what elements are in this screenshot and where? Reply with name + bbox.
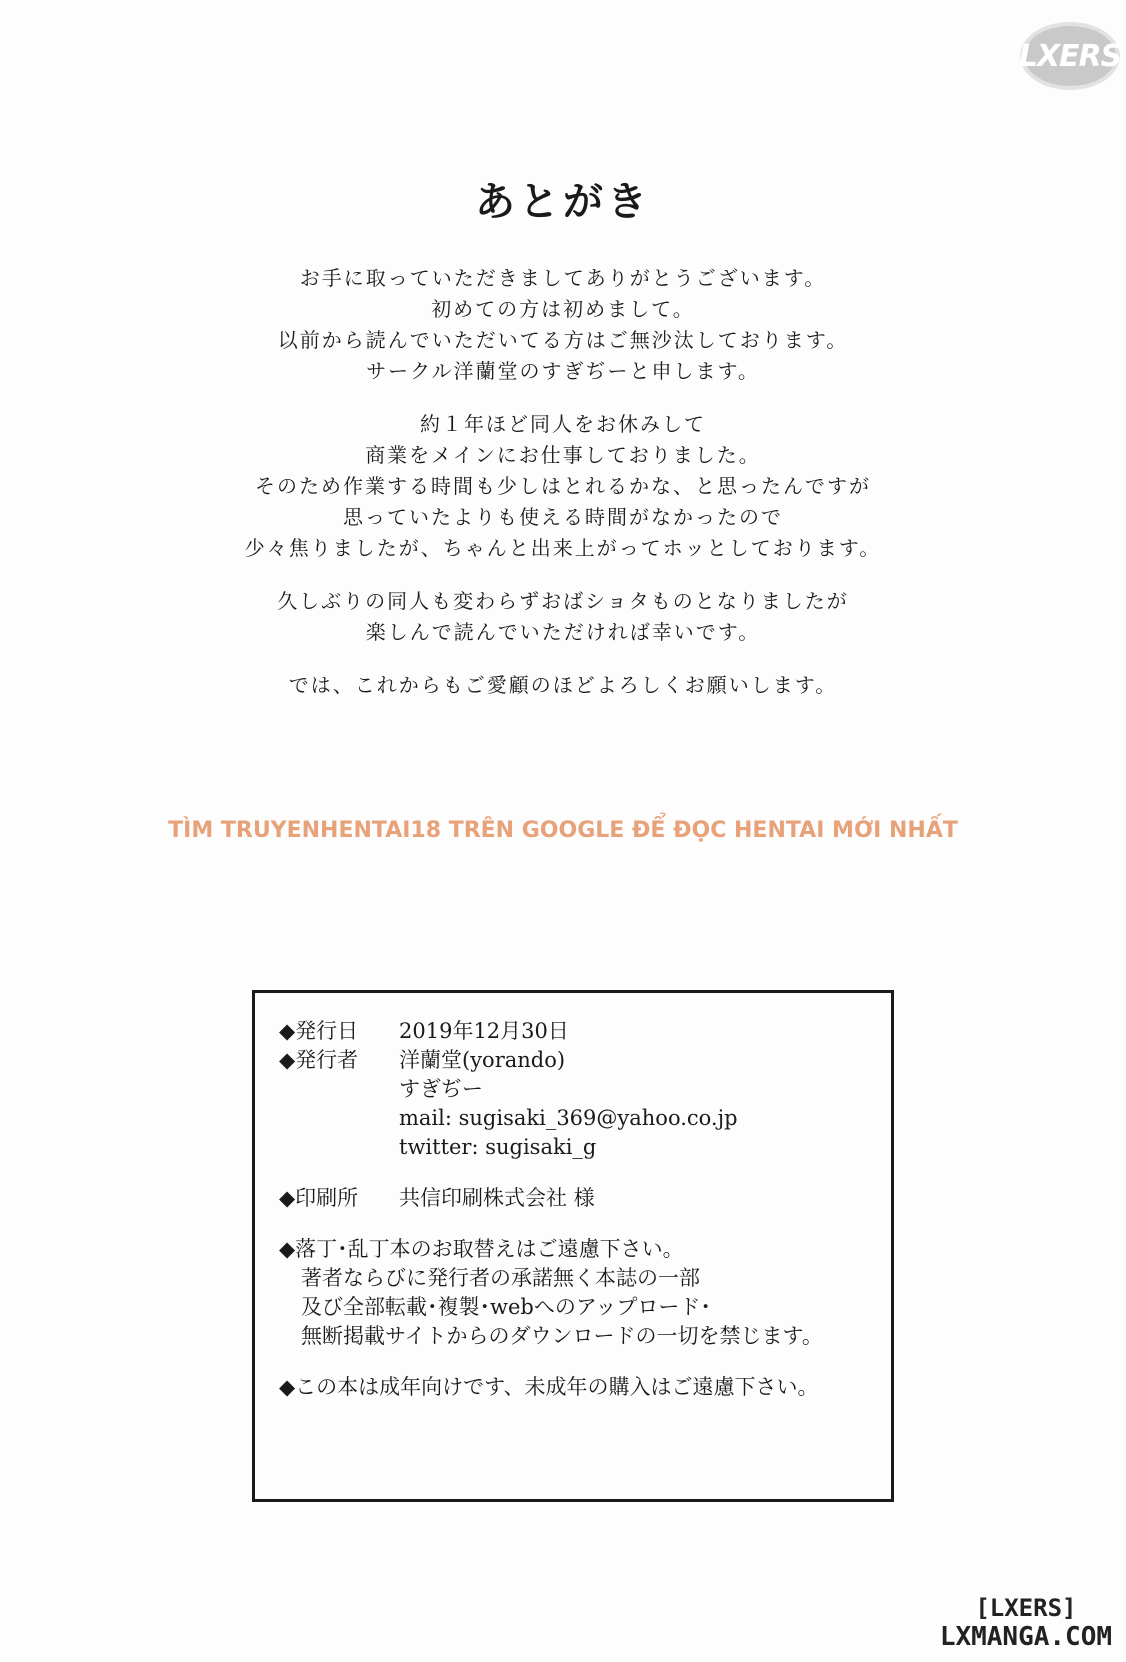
afterword-line: 思っていたよりも使える時間がなかったので [343, 505, 783, 529]
afterword-line: 久しぶりの同人も変わらずおばショタものとなりましたが [277, 589, 849, 613]
author-name: すぎぢー [399, 1077, 483, 1101]
afterword-line: 約１年ほど同人をお休みして [420, 412, 706, 436]
afterword-line: そのため作業する時間も少しはとれるかな、と思ったんですが [255, 474, 871, 498]
footer-watermark [940, 1594, 1112, 1652]
afterword-paragraph [0, 586, 1126, 648]
publisher-label: ◆発行者 [279, 1048, 359, 1072]
publisher-row [279, 1046, 891, 1075]
publish-date-row [279, 1017, 891, 1046]
colophon-box [252, 990, 894, 1502]
printer-value: 共信印刷株式会社 様 [399, 1186, 595, 1210]
lxers-logo-text: LXERS [1018, 38, 1122, 74]
printer-label: ◆印刷所 [279, 1186, 359, 1210]
adult-notice: ◆この本は成年向けです、未成年の購入はご遠慮下さい。 [279, 1375, 819, 1399]
afterword-line: 初めての方は初めまして。 [431, 297, 695, 321]
afterword-paragraph [0, 670, 1126, 701]
afterword-line: では、これからもご愛顧のほどよろしくお願いします。 [288, 673, 838, 697]
notice-line: ◆落丁･乱丁本のお取替えはご遠慮下さい。 [279, 1237, 684, 1261]
notice-line: 無断掲載サイトからのダウンロードの一切を禁じます。 [301, 1324, 823, 1348]
publish-date-label: ◆発行日 [279, 1019, 359, 1043]
notice-line: 著者ならびに発行者の承諾無く本誌の一部 [301, 1266, 700, 1290]
publish-date-value: 2019年12月30日 [399, 1019, 569, 1043]
afterword-title: あとがき [475, 178, 651, 225]
afterword-line: サークル洋蘭堂のすぎぢーと申します。 [366, 359, 760, 383]
publisher-value: 洋蘭堂(yorando) [399, 1048, 566, 1072]
afterword-line: 商業をメインにお仕事しておりました。 [365, 443, 761, 467]
author-twitter: twitter: sugisaki_g [399, 1135, 597, 1159]
afterword-line: 少々焦りましたが、ちゃんと出来上がってホッとしております。 [244, 536, 882, 560]
printer-row [279, 1184, 891, 1213]
footer-site: LXMANGA.COM [939, 1622, 1112, 1652]
afterword-line: 以前から読んでいただいてる方はご無沙汰しております。 [277, 328, 849, 352]
afterword-paragraph [0, 263, 1126, 387]
promo-banner: TÌM TRUYENHENTAI18 TRÊN GOOGLE ĐỂ ĐỌC HENTAI MỚI NHẤT [168, 818, 958, 843]
afterword-paragraph [0, 409, 1126, 564]
author-mail: mail: sugisaki_369@yahoo.co.jp [399, 1106, 738, 1130]
afterword-section [0, 170, 1126, 723]
notice-line: 及び全部転載･複製･webへのアップロード･ [301, 1295, 711, 1319]
afterword-line: 楽しんで読んでいただければ幸いです。 [365, 620, 761, 644]
afterword-line: お手に取っていただきましてありがとうございます。 [299, 266, 827, 290]
lxers-logo [1020, 22, 1120, 90]
footer-brand: [LXERS] [975, 1594, 1077, 1622]
